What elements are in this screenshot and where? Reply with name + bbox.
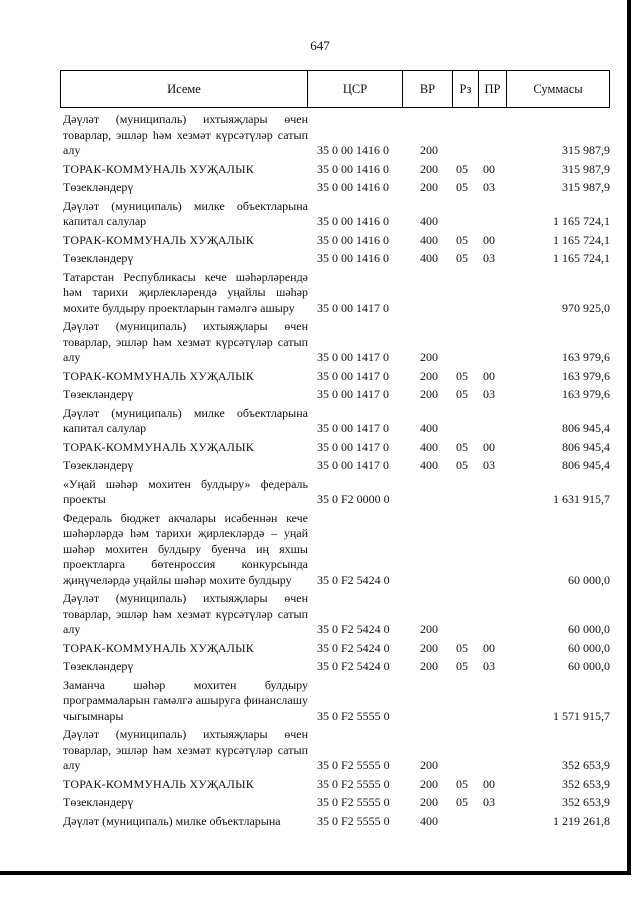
row-pr: 00	[483, 161, 495, 176]
table-row	[63, 511, 610, 589]
row-csr: 35 0 F2 5555 0	[317, 795, 390, 809]
row-csr: 35 0 00 1416 0	[317, 214, 389, 228]
row-sum: 806 945,4	[562, 458, 610, 472]
row-name: ТОРАК-КОММУНАЛЬ ХУҖАЛЫК	[63, 232, 254, 247]
row-sum: 1 571 915,7	[553, 708, 610, 723]
row-sum: 1 631 915,7	[553, 492, 610, 506]
row-csr: 35 0 F2 5424 0	[317, 622, 390, 636]
row-name: Дәүләт (муниципаль) ихтыяҗлары өчен товарлар, эшләр һәм хезмәт күрсәтүләр сатып алу	[63, 591, 308, 636]
row-rz: 05	[456, 659, 468, 673]
row-sum: 315 987,9	[562, 143, 610, 157]
row-vr: 400	[420, 232, 438, 247]
row-sum: 163 979,6	[562, 387, 610, 401]
row-csr: 35 0 F2 5555 0	[317, 776, 390, 791]
row-rz: 05	[456, 161, 468, 176]
row-vr: 400	[420, 458, 438, 472]
row-vr: 200	[420, 180, 438, 194]
row-sum: 352 653,9	[562, 776, 610, 791]
row-sum: 163 979,6	[562, 368, 610, 383]
table-row	[63, 319, 610, 366]
table-row	[63, 591, 610, 638]
row-csr: 35 0 00 1417 0	[317, 439, 389, 454]
row-rz: 05	[456, 458, 468, 472]
table-row	[63, 795, 610, 811]
row-sum: 806 945,4	[562, 439, 610, 454]
row-pr: 00	[483, 368, 495, 383]
row-vr: 400	[420, 214, 438, 228]
row-pr: 00	[483, 439, 495, 454]
row-csr: 35 0 F2 5555 0	[317, 708, 390, 723]
row-pr: 03	[483, 659, 495, 673]
row-csr: 35 0 00 1417 0	[317, 300, 389, 315]
row-rz: 05	[456, 251, 468, 265]
table-row	[63, 387, 610, 403]
header-sum: Суммасы	[533, 82, 583, 96]
row-sum: 163 979,6	[562, 350, 610, 364]
row-csr: 35 0 00 1417 0	[317, 421, 389, 435]
row-vr: 200	[420, 161, 438, 176]
row-csr: 35 0 00 1416 0	[317, 161, 389, 176]
row-vr: 200	[420, 622, 438, 636]
table-row	[63, 440, 610, 456]
row-name: Төзекләндерү	[63, 180, 134, 194]
table-row	[63, 641, 610, 657]
row-name: ТОРАК-КОММУНАЛЬ ХУҖАЛЫК	[63, 368, 254, 383]
row-name: Төзекләндерү	[63, 659, 134, 673]
row-sum: 352 653,9	[562, 758, 610, 772]
table-row	[63, 180, 610, 196]
row-name: Төзекләндерү	[63, 795, 134, 809]
table-row	[63, 727, 610, 774]
row-sum: 60 000,0	[568, 659, 610, 673]
row-csr: 35 0 F2 5424 0	[317, 640, 390, 655]
row-sum: 60 000,0	[568, 572, 610, 587]
row-name: Федераль бюджет акчалары исәбеннән кече шәһәрләрдә һәм тарихи җирлекләрдә – уңай шәһәр мохитен булдыру буенча иң яхшы проектларга бөтенроссия конкурсында җиңүчеләрдә уңайлы шәһәр мохите булдыру	[63, 510, 308, 587]
row-sum: 1 219 261,8	[553, 813, 610, 828]
row-name: Татарстан Республикасы кече шәһәрләрендә һәм тарихи җирлекләрендә уңайлы шәһәр мохите булдыру проектларын гамәлгә ашыру	[63, 269, 308, 315]
row-vr: 200	[420, 776, 438, 791]
table-row	[63, 777, 610, 793]
table-row	[63, 270, 610, 317]
row-rz: 05	[456, 795, 468, 809]
row-rz: 05	[456, 439, 468, 454]
row-sum: 806 945,4	[562, 421, 610, 435]
row-sum: 315 987,9	[562, 161, 610, 176]
table-header	[60, 70, 610, 108]
row-csr: 35 0 F2 5555 0	[317, 813, 390, 828]
row-csr: 35 0 00 1416 0	[317, 232, 389, 247]
row-vr: 200	[420, 758, 438, 772]
row-sum: 352 653,9	[562, 795, 610, 809]
row-vr: 400	[420, 251, 438, 265]
table-body	[63, 112, 610, 829]
page-frame-bottom	[0, 871, 631, 875]
table-row	[63, 369, 610, 385]
row-csr: 35 0 00 1417 0	[317, 350, 389, 364]
row-csr: 35 0 00 1417 0	[317, 368, 389, 383]
row-vr: 200	[420, 387, 438, 401]
row-csr: 35 0 00 1417 0	[317, 458, 389, 472]
row-vr: 200	[420, 795, 438, 809]
row-csr: 35 0 00 1416 0	[317, 180, 389, 194]
row-name: Дәүләт (муниципаль) милке объектларына капитал салулар	[63, 198, 308, 228]
row-rz: 05	[456, 232, 468, 247]
row-rz: 05	[456, 387, 468, 401]
row-name: ТОРАК-КОММУНАЛЬ ХУҖАЛЫК	[63, 439, 254, 454]
row-pr: 03	[483, 387, 495, 401]
table-row	[63, 406, 610, 437]
row-vr: 400	[420, 813, 438, 828]
row-rz: 05	[456, 776, 468, 791]
table-row	[63, 251, 610, 267]
row-csr: 35 0 F2 5555 0	[317, 758, 390, 772]
header-pr: ПР	[479, 71, 507, 107]
row-name: Дәүләт (муниципаль) ихтыяҗлары өчен товарлар, эшләр һәм хезмәт күрсәтүләр сатып алу	[63, 319, 308, 364]
table-row	[63, 112, 610, 159]
row-sum: 315 987,9	[562, 180, 610, 194]
row-pr: 03	[483, 180, 495, 194]
row-vr: 200	[420, 143, 438, 157]
table-row	[63, 199, 610, 230]
table-row	[63, 678, 610, 725]
row-vr: 200	[420, 350, 438, 364]
row-vr: 200	[420, 659, 438, 673]
row-pr: 03	[483, 795, 495, 809]
row-vr: 400	[420, 421, 438, 435]
row-csr: 35 0 F2 0000 0	[317, 492, 390, 506]
row-name: Дәүләт (муниципаль) милке объектларына капитал салулар	[63, 405, 308, 435]
row-sum: 60 000,0	[568, 640, 610, 655]
row-name: Дәүләт (муниципаль) ихтыяҗлары өчен товарлар, эшләр һәм хезмәт күрсәтүләр сатып алу	[63, 112, 308, 157]
row-csr: 35 0 00 1416 0	[317, 251, 389, 265]
row-name: ТОРАК-КОММУНАЛЬ ХУҖАЛЫК	[63, 640, 254, 655]
row-csr: 35 0 F2 5424 0	[317, 572, 390, 587]
row-pr: 03	[483, 251, 495, 265]
header-csr: ЦСР	[308, 71, 403, 107]
row-name: Төзекләндерү	[63, 387, 134, 401]
table-row	[63, 233, 610, 249]
table-row	[63, 458, 610, 474]
row-rz: 05	[456, 180, 468, 194]
row-name: Заманча шәһәр мохитен булдыру программаларын гамәлгә ашыруга финанслашу чыгымнары	[63, 677, 308, 723]
row-sum: 60 000,0	[568, 622, 610, 636]
row-vr: 200	[420, 368, 438, 383]
row-name: Дәүләт (муниципаль) ихтыяҗлары өчен товарлар, эшләр һәм хезмәт күрсәтүләр сатып алу	[63, 727, 308, 772]
page-number: 647	[310, 38, 330, 53]
row-sum: 1 165 724,1	[553, 232, 610, 247]
row-vr: 400	[420, 439, 438, 454]
header-rz: Рз	[453, 71, 479, 107]
row-sum: 1 165 724,1	[553, 251, 610, 265]
row-pr: 00	[483, 232, 495, 247]
row-csr: 35 0 F2 5424 0	[317, 659, 390, 673]
row-pr: 00	[483, 776, 495, 791]
row-name: «Уңай шәһәр мохитен булдыру» федераль проекты	[63, 476, 308, 506]
row-name: ТОРАК-КОММУНАЛЬ ХУҖАЛЫК	[63, 776, 254, 791]
table-row	[63, 814, 610, 830]
row-name: ТОРАК-КОММУНАЛЬ ХУҖАЛЫК	[63, 161, 254, 176]
row-pr: 00	[483, 640, 495, 655]
header-name: Исеме	[61, 71, 308, 107]
table-row	[63, 162, 610, 178]
row-sum: 970 925,0	[562, 300, 610, 315]
row-name: Төзекләндерү	[63, 458, 134, 472]
row-sum: 1 165 724,1	[553, 214, 610, 228]
table-row	[63, 659, 610, 675]
row-csr: 35 0 00 1416 0	[317, 143, 389, 157]
row-name: Дәүләт (муниципаль) милке объектларына	[63, 813, 281, 828]
row-vr: 200	[420, 640, 438, 655]
row-csr: 35 0 00 1417 0	[317, 387, 389, 401]
page-frame-right	[627, 0, 631, 874]
row-rz: 05	[456, 368, 468, 383]
row-name: Төзекләндерү	[63, 251, 134, 265]
row-pr: 03	[483, 458, 495, 472]
row-rz: 05	[456, 640, 468, 655]
table-row	[63, 477, 610, 508]
header-vr: ВР	[403, 71, 453, 107]
